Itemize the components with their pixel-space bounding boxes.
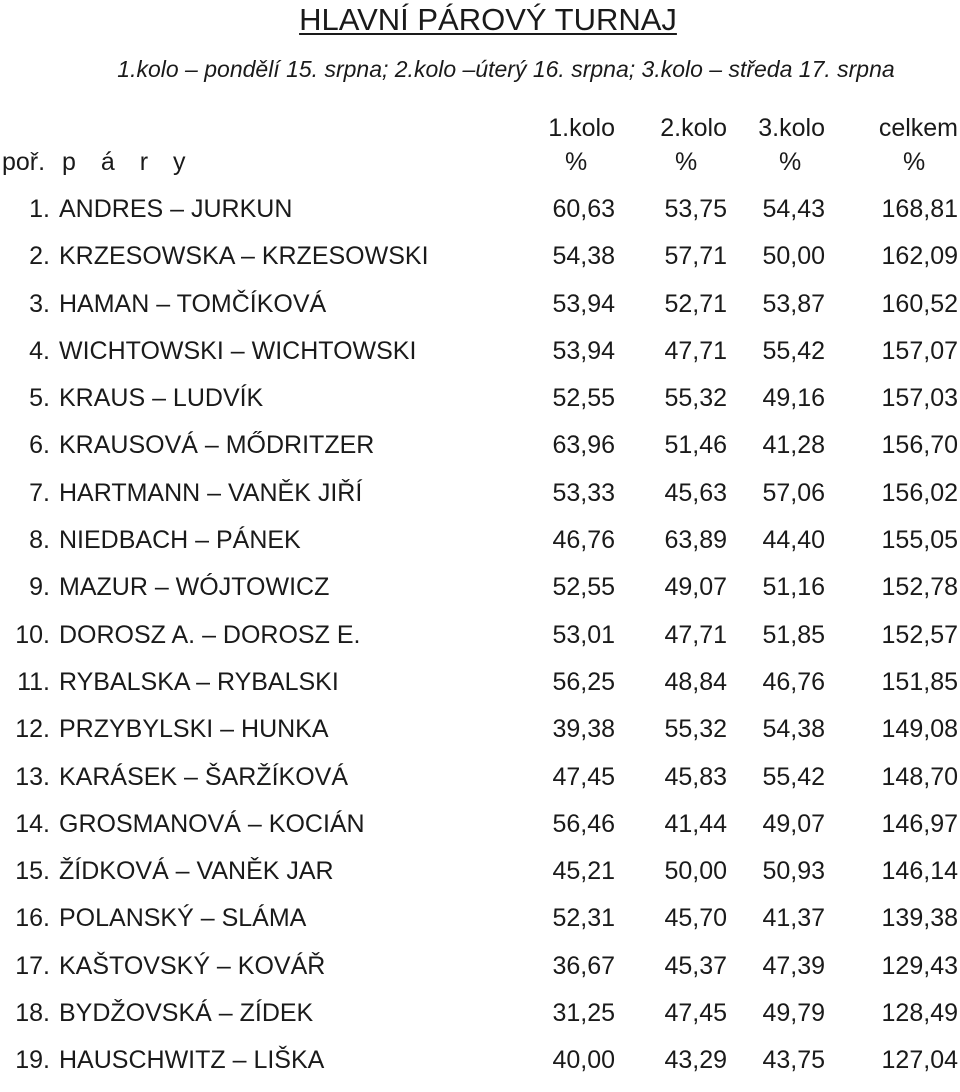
header-pairs: p á r y bbox=[62, 148, 195, 176]
round1-score: 46,76 bbox=[552, 526, 615, 555]
table-row bbox=[0, 902, 960, 949]
round3-score: 47,39 bbox=[762, 951, 825, 980]
rank: 5. bbox=[29, 384, 50, 413]
round2-score: 47,45 bbox=[664, 999, 727, 1028]
rank: 6. bbox=[29, 431, 50, 460]
total-score: 152,57 bbox=[881, 620, 958, 649]
rank: 10. bbox=[15, 620, 50, 649]
total-score: 155,05 bbox=[881, 526, 958, 555]
pair-name: PRZYBYLSKI – HUNKA bbox=[59, 715, 329, 744]
round1-score: 52,31 bbox=[552, 904, 615, 933]
pair-name: NIEDBACH – PÁNEK bbox=[59, 526, 301, 555]
round3-score: 57,06 bbox=[762, 478, 825, 507]
total-score: 160,52 bbox=[881, 289, 958, 318]
pair-name: POLANSKÝ – SLÁMA bbox=[59, 904, 307, 933]
rank: 8. bbox=[29, 526, 50, 555]
table-row bbox=[0, 524, 960, 571]
pair-name: KARÁSEK – ŠARŽÍKOVÁ bbox=[59, 762, 348, 791]
results-table bbox=[0, 193, 960, 1092]
round2-score: 55,32 bbox=[664, 384, 727, 413]
table-row bbox=[0, 193, 960, 240]
round3-score: 41,37 bbox=[762, 904, 825, 933]
round1-score: 36,67 bbox=[552, 951, 615, 980]
round3-score: 49,16 bbox=[762, 384, 825, 413]
table-row bbox=[0, 429, 960, 476]
rank: 7. bbox=[29, 478, 50, 507]
pair-name: ŽÍDKOVÁ – VANĚK JAR bbox=[59, 857, 334, 886]
round1-score: 47,45 bbox=[552, 762, 615, 791]
total-score: 129,43 bbox=[881, 951, 958, 980]
table-row bbox=[0, 713, 960, 760]
rank: 4. bbox=[29, 336, 50, 365]
round3-score: 55,42 bbox=[762, 336, 825, 365]
round3-score: 41,28 bbox=[762, 431, 825, 460]
round1-score: 39,38 bbox=[552, 715, 615, 744]
header-round1-unit: % bbox=[565, 148, 588, 176]
round3-score: 49,79 bbox=[762, 999, 825, 1028]
rank: 13. bbox=[15, 762, 50, 791]
round2-score: 55,32 bbox=[664, 715, 727, 744]
header-total: celkem bbox=[878, 114, 958, 142]
round3-score: 55,42 bbox=[762, 762, 825, 791]
table-row bbox=[0, 666, 960, 713]
round2-score: 45,37 bbox=[664, 951, 727, 980]
rank: 17. bbox=[15, 951, 50, 980]
total-score: 157,07 bbox=[881, 336, 958, 365]
total-score: 162,09 bbox=[881, 242, 958, 271]
round3-score: 44,40 bbox=[762, 526, 825, 555]
round1-score: 60,63 bbox=[552, 195, 615, 223]
round2-score: 50,00 bbox=[664, 857, 727, 886]
rank: 16. bbox=[15, 904, 50, 933]
round2-score: 51,46 bbox=[664, 431, 727, 460]
round3-score: 50,93 bbox=[762, 857, 825, 886]
total-score: 148,70 bbox=[881, 762, 958, 791]
pair-name: MAZUR – WÓJTOWICZ bbox=[59, 573, 330, 602]
round3-score: 54,38 bbox=[762, 715, 825, 744]
round2-score: 45,83 bbox=[664, 762, 727, 791]
table-row bbox=[0, 997, 960, 1044]
pair-name: BYDŽOVSKÁ – ZÍDEK bbox=[59, 999, 314, 1028]
table-row bbox=[0, 571, 960, 618]
round2-score: 43,29 bbox=[664, 1046, 727, 1075]
pair-name: ANDRES – JURKUN bbox=[59, 195, 293, 223]
total-score: 149,08 bbox=[881, 715, 958, 744]
round2-score: 41,44 bbox=[664, 809, 727, 838]
round1-score: 53,94 bbox=[552, 336, 615, 365]
total-score: 128,49 bbox=[881, 999, 958, 1028]
rank: 15. bbox=[15, 857, 50, 886]
round1-score: 45,21 bbox=[552, 857, 615, 886]
round2-score: 47,71 bbox=[664, 336, 727, 365]
round2-score: 53,75 bbox=[664, 195, 727, 223]
round1-score: 31,25 bbox=[552, 999, 615, 1028]
round3-score: 46,76 bbox=[762, 667, 825, 696]
pair-name: HARTMANN – VANĚK JIŘÍ bbox=[59, 478, 363, 507]
total-score: 156,70 bbox=[881, 431, 958, 460]
pair-name: WICHTOWSKI – WICHTOWSKI bbox=[59, 336, 417, 365]
table-row bbox=[0, 950, 960, 997]
pair-name: KRZESOWSKA – KRZESOWSKI bbox=[59, 242, 429, 271]
total-score: 157,03 bbox=[881, 384, 958, 413]
document-title: HLAVNÍ PÁROVÝ TURNAJ bbox=[299, 2, 677, 37]
pair-name: KRAUS – LUDVÍK bbox=[59, 384, 264, 413]
round3-score: 54,43 bbox=[762, 195, 825, 223]
table-row bbox=[0, 477, 960, 524]
header-rank: poř. bbox=[2, 148, 46, 176]
pair-name: DOROSZ A. – DOROSZ E. bbox=[59, 620, 361, 649]
round3-score: 43,75 bbox=[762, 1046, 825, 1075]
total-score: 151,85 bbox=[881, 667, 958, 696]
rank: 1. bbox=[29, 195, 50, 223]
round2-score: 47,71 bbox=[664, 620, 727, 649]
rank: 2. bbox=[29, 242, 50, 271]
round2-score: 52,71 bbox=[664, 289, 727, 318]
round1-score: 52,55 bbox=[552, 384, 615, 413]
table-row bbox=[0, 855, 960, 902]
round2-score: 45,63 bbox=[664, 478, 727, 507]
pair-name: HAUSCHWITZ – LIŠKA bbox=[59, 1046, 325, 1075]
rank: 14. bbox=[15, 809, 50, 838]
round3-score: 51,16 bbox=[762, 573, 825, 602]
total-score: 146,14 bbox=[881, 857, 958, 886]
round1-score: 56,25 bbox=[552, 667, 615, 696]
rank: 19. bbox=[15, 1046, 50, 1075]
table-row bbox=[0, 619, 960, 666]
pair-name: RYBALSKA – RYBALSKI bbox=[59, 667, 339, 696]
total-score: 156,02 bbox=[881, 478, 958, 507]
header-round2-unit: % bbox=[675, 148, 698, 176]
pair-name: KAŠTOVSKÝ – KOVÁŘ bbox=[59, 951, 326, 980]
header-total-unit: % bbox=[903, 148, 926, 176]
pair-name: KRAUSOVÁ – MŐDRITZER bbox=[59, 431, 375, 460]
round2-score: 45,70 bbox=[664, 904, 727, 933]
header-round1: 1.kolo bbox=[548, 114, 615, 142]
table-row bbox=[0, 382, 960, 429]
round2-score: 49,07 bbox=[664, 573, 727, 602]
round3-score: 49,07 bbox=[762, 809, 825, 838]
pair-name: GROSMANOVÁ – KOCIÁN bbox=[59, 809, 365, 838]
rank: 3. bbox=[29, 289, 50, 318]
header-round2: 2.kolo bbox=[660, 114, 727, 142]
table-row bbox=[0, 808, 960, 855]
table-row bbox=[0, 335, 960, 382]
round1-score: 63,96 bbox=[552, 431, 615, 460]
header-round3-unit: % bbox=[779, 148, 802, 176]
round1-score: 53,94 bbox=[552, 289, 615, 318]
table-row bbox=[0, 288, 960, 335]
round1-score: 53,01 bbox=[552, 620, 615, 649]
rank: 12. bbox=[15, 715, 50, 744]
table-row bbox=[0, 761, 960, 808]
round3-score: 53,87 bbox=[762, 289, 825, 318]
total-score: 127,04 bbox=[881, 1046, 958, 1075]
round1-score: 54,38 bbox=[552, 242, 615, 271]
table-row bbox=[0, 240, 960, 287]
rank: 9. bbox=[29, 573, 50, 602]
total-score: 146,97 bbox=[881, 809, 958, 838]
round2-score: 57,71 bbox=[664, 242, 727, 271]
rank: 11. bbox=[17, 667, 50, 696]
total-score: 168,81 bbox=[881, 195, 958, 223]
total-score: 139,38 bbox=[881, 904, 958, 933]
header-round3: 3.kolo bbox=[758, 114, 825, 142]
round2-score: 63,89 bbox=[664, 526, 727, 555]
pair-name: HAMAN – TOMČÍKOVÁ bbox=[59, 289, 327, 318]
round1-score: 56,46 bbox=[552, 809, 615, 838]
round1-score: 52,55 bbox=[552, 573, 615, 602]
round2-score: 48,84 bbox=[664, 667, 727, 696]
total-score: 152,78 bbox=[881, 573, 958, 602]
rank: 18. bbox=[15, 999, 50, 1028]
round-schedule: 1.kolo – pondělí 15. srpna; 2.kolo –úterý 16. srpna; 3.kolo – středa 17. srpna bbox=[117, 56, 895, 82]
round3-score: 50,00 bbox=[762, 242, 825, 271]
round3-score: 51,85 bbox=[762, 620, 825, 649]
round1-score: 40,00 bbox=[552, 1046, 615, 1075]
round1-score: 53,33 bbox=[552, 478, 615, 507]
